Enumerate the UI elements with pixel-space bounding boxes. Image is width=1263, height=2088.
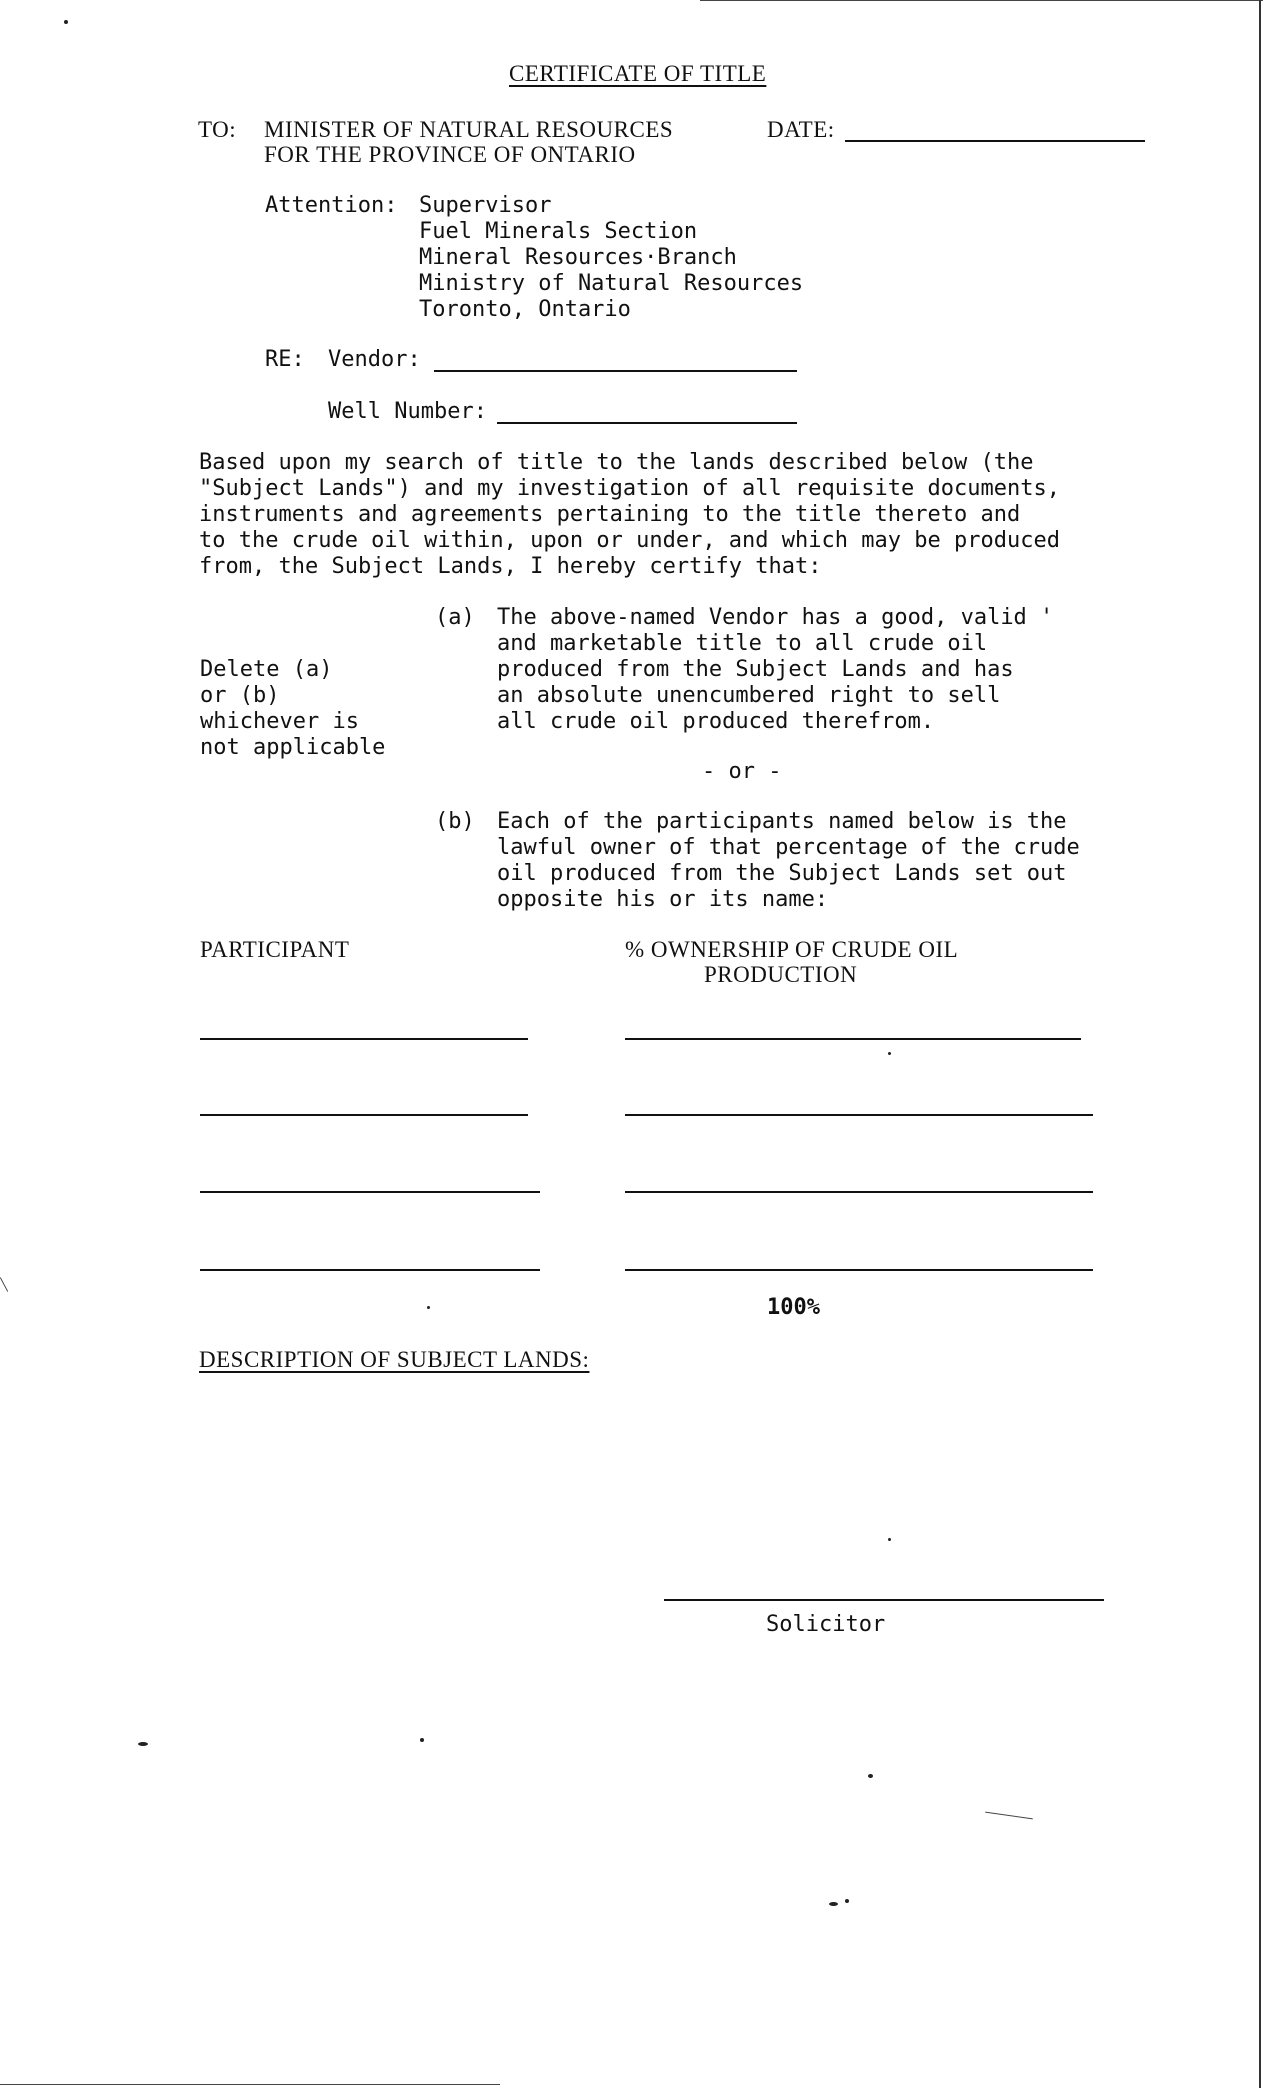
option-b-line-3: oil produced from the Subject Lands set out [497,861,1067,886]
well-number-label: Well Number: [328,399,487,424]
participant-blank-line-2[interactable] [200,1114,528,1116]
attention-line-3: Mineral Resources·Branch [419,245,737,270]
attention-line-1: Supervisor [419,193,552,218]
intro-line-2: "Subject Lands") and my investigation of all requisite documents, [199,476,1060,501]
document-title: CERTIFICATE OF TITLE [509,61,767,86]
date-label: DATE: [767,117,835,142]
description-heading: DESCRIPTION OF SUBJECT LANDS: [199,1347,590,1372]
option-a-line-5: all crude oil produced therefrom. [497,709,935,734]
option-a-line-4: an absolute unencumbered right to sell [497,683,1001,708]
ownership-header-line-2: PRODUCTION [704,962,858,987]
ownership-header-line-1: % OWNERSHIP OF CRUDE OIL [625,937,959,962]
attention-line-5: Toronto, Ontario [419,297,631,322]
scan-right-edge-line [1259,0,1261,2088]
or-separator: - or - [702,759,782,784]
ownership-blank-line-1[interactable] [625,1038,1081,1040]
to-label: TO: [198,117,237,142]
ownership-blank-line-2[interactable] [625,1114,1093,1116]
scan-speck [845,1899,849,1903]
option-b-label: (b) [435,809,475,834]
well-number-blank-line[interactable] [497,422,797,424]
ownership-total: 100% [767,1295,820,1320]
scan-speck [427,1306,430,1309]
scan-speck [138,1742,148,1746]
scan-bottom-edge-line [0,2084,500,2085]
intro-line-3: instruments and agreements pertaining to the title thereto and [199,502,1021,527]
re-label: RE: [265,347,305,372]
scan-speck [868,1774,873,1778]
scan-speck [420,1738,424,1742]
intro-line-1: Based upon my search of title to the lands described below (the [199,450,1034,475]
participant-blank-line-1[interactable] [200,1038,528,1040]
intro-line-4: to the crude oil within, upon or under, and which may be produced [199,528,1060,553]
solicitor-label: Solicitor [766,1612,886,1637]
scan-speck [64,20,68,24]
option-a-line-2: and marketable title to all crude oil [497,631,988,656]
to-recipient-line-1: MINISTER OF NATURAL RESOURCES [264,117,674,142]
option-b-line-1: Each of the participants named below is the [497,809,1067,834]
scan-top-edge-line [700,0,1263,1]
scan-speck [888,1538,891,1541]
intro-line-5: from, the Subject Lands, I hereby certify that: [199,554,822,579]
side-note-line-4: not applicable [200,735,386,760]
participant-blank-line-4[interactable] [200,1269,540,1271]
option-a-line-1: The above-named Vendor has a good, valid ' [497,605,1054,630]
to-recipient-line-2: FOR THE PROVINCE OF ONTARIO [264,142,636,167]
scan-speck [888,1052,891,1055]
option-b-line-2: lawful owner of that percentage of the crude [497,835,1080,860]
option-a-line-3: produced from the Subject Lands and has [497,657,1014,682]
scan-speck [829,1902,838,1906]
participant-blank-line-3[interactable] [200,1191,540,1193]
vendor-label: Vendor: [328,347,421,372]
date-blank-line[interactable] [845,140,1145,142]
ownership-blank-line-3[interactable] [625,1191,1093,1193]
participant-header: PARTICIPANT [200,937,350,962]
scan-stray-mark [985,1812,1033,1820]
side-note-line-1: Delete (a) [200,657,333,682]
scan-stray-mark [0,1277,8,1292]
attention-label: Attention: [265,193,398,218]
attention-line-4: Ministry of Natural Resources [419,271,804,296]
solicitor-signature-line[interactable] [664,1599,1104,1601]
side-note-line-2: or (b) [200,683,280,708]
option-a-label: (a) [435,605,475,630]
ownership-blank-line-4[interactable] [625,1269,1093,1271]
side-note-line-3: whichever is [200,709,359,734]
option-b-line-4: opposite his or its name: [497,887,829,912]
vendor-blank-line[interactable] [434,370,797,372]
attention-line-2: Fuel Minerals Section [419,219,698,244]
